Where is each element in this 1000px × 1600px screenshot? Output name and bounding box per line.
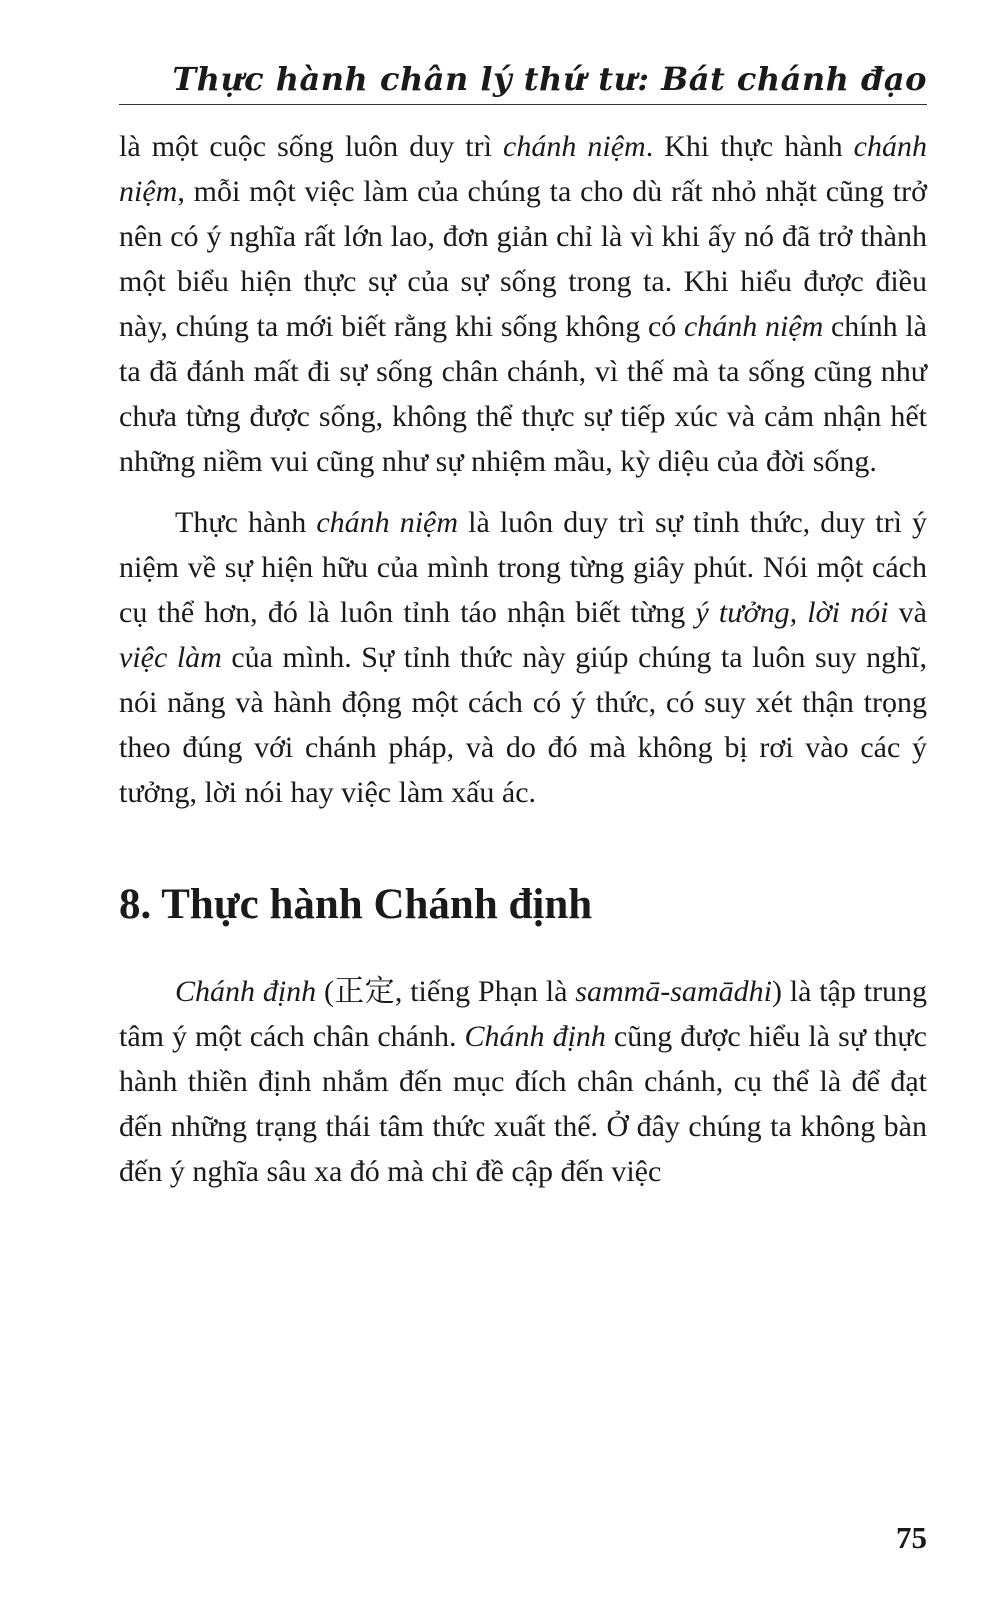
paragraph-3: [119, 969, 927, 1194]
italic-term: Chánh định: [464, 1020, 606, 1053]
italic-term: chánh niệm: [119, 130, 927, 208]
section-heading: 8. Thực hành Chánh định: [119, 881, 593, 928]
page-number: 75: [896, 1520, 927, 1555]
italic-term: chánh niệm: [316, 506, 459, 539]
italic-term: ý tưởng, lời nói: [695, 596, 889, 629]
italic-term: sammā-samādhi: [575, 975, 772, 1008]
text-run: . Khi thực hành: [645, 130, 854, 163]
running-header: [119, 48, 927, 105]
page-body: [119, 124, 927, 1194]
paragraph-2: [119, 500, 927, 815]
italic-term: Chánh định: [175, 975, 317, 1008]
text-run: và: [888, 596, 927, 629]
text-run: ) là tập trung tâm ý một cách chân chánh.: [119, 975, 927, 1053]
text-run: của mình. Sự tỉnh thức này giúp chúng ta luôn suy nghĩ, nói năng và hành động một cách có ý thức, có suy xét thận trọng theo đúng với chánh pháp, và do đó mà không bị rơi vào các ý tưởng, lời nói hay việc làm xấu ác.: [119, 641, 928, 809]
italic-term: chánh niệm: [683, 310, 824, 343]
text-run: là một cuộc sống luôn duy trì: [119, 130, 504, 163]
text-run: chính là ta đã đánh mất đi sự sống chân chánh, vì thế mà ta sống cũng như chưa từng được sống, không thể thực sự tiếp xúc và cảm nhận hết những niềm vui cũng như sự nhiệm mầu, kỳ diệu của đời sống.: [119, 310, 927, 478]
text-run: Thực hành: [175, 506, 317, 539]
italic-term: chánh niệm: [503, 130, 646, 163]
text-run: (正定, tiếng Phạn là: [316, 975, 576, 1008]
text-run: , mỗi một việc làm của chúng ta cho dù rất nhỏ nhặt cũng trở nên có ý nghĩa rất lớn lao, đơn giản chỉ là vì khi ấy nó đã trở thành một biểu hiện thực sự của sự sống trong ta. Khi hiểu được điều này, chúng ta mới biết rằng khi sống không có: [119, 175, 927, 343]
running-title: Thực hành chân lý thứ tư: Bát chánh đạo: [172, 60, 927, 98]
text-run: cũng được hiểu là sự thực hành thiền định nhắm đến mục đích chân chánh, cụ thể là để đạt đến những trạng thái tâm thức xuất thế. Ở đây chúng ta không bàn đến ý nghĩa sâu xa đó mà chỉ đề cập đến việc: [119, 1020, 927, 1188]
text-run: là luôn duy trì sự tỉnh thức, duy trì ý niệm về sự hiện hữu của mình trong từng giây phút. Nói một cách cụ thể hơn, đó là luôn tỉnh táo nhận biết từng: [119, 506, 927, 629]
paragraph-1: [119, 124, 927, 484]
italic-term: việc làm: [119, 641, 222, 674]
